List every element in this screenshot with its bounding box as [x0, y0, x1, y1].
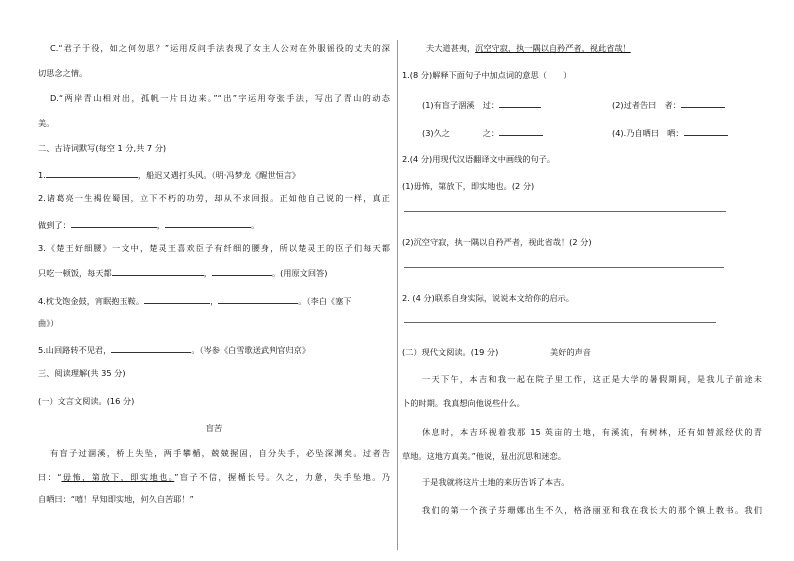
section-3-heading: 三、阅读理解(共 35 分)	[38, 368, 126, 378]
column-divider	[397, 40, 398, 550]
q2-comma: ，	[156, 220, 165, 230]
question-2-line1: 2.诸葛亮一生褐佐蜀国，立下不朽的功劳，却从不求回报。正如他自己说的一样，真正	[38, 193, 390, 203]
passage-underlined-sentence: 毋怖，第放下，即实地也。	[61, 472, 175, 482]
subsection-1-heading: (一）文言文阅读。(16 分)	[38, 396, 135, 406]
word-1-label: (1)有盲子涸溪 过：	[422, 100, 500, 110]
word-4-label: (4).乃自哂曰 哂：	[612, 128, 684, 138]
option-d-line2: 美。	[38, 118, 55, 128]
q3-blank-1[interactable]	[112, 266, 204, 276]
question-r1: 1.(8 分)解释下面句子中加点词的意思（ ）	[402, 70, 572, 80]
story-title: 美好的声音	[550, 347, 591, 357]
subsection-2-heading: (二）现代文阅读。(19 分)	[402, 347, 499, 357]
story-p3: 于是我就将这片土地的来历告诉了本吉。	[422, 477, 570, 487]
word-item-3	[422, 126, 543, 139]
q4-source: 。（李白《塞下	[298, 296, 352, 306]
q1-number: 1.	[38, 170, 46, 180]
q5-blank[interactable]	[111, 343, 191, 353]
option-d-line1: D.“两岸青山相对出，孤帆一片日边来。”“出”字运用夸张手法，写出了青山的动态	[50, 93, 390, 103]
q5-prompt: 5.山回路转不见君，	[38, 345, 112, 355]
question-r2-part2: (2)沉空守寂，执一隅以自矜严者，视此省哉！(2 分)	[402, 237, 592, 247]
story-p4-line1: 我们的第一个孩子芬珊娜出生不久，格洛丽亚和我在我长大的那个镇上教书。我们	[422, 505, 762, 515]
question-1	[38, 168, 300, 181]
question-5	[38, 343, 310, 356]
option-c-line2: 切思念之情。	[38, 68, 88, 78]
q2-blank-2[interactable]	[165, 218, 251, 228]
word-1-blank[interactable]	[499, 98, 541, 108]
q3-prompt: 只吃一顿饭，每天都	[38, 268, 112, 278]
question-r3: 2. (4 分)联系自身实际，说说本文给你的启示。	[402, 293, 574, 303]
answer-line-r2-part1[interactable]	[404, 211, 726, 212]
q4-prompt: 4.枕戈饱金鼓，宵眠抱玉鞍。	[38, 296, 145, 306]
q4-blank-1[interactable]	[144, 294, 210, 304]
question-4-line2: 曲》）	[38, 318, 59, 328]
word-2-label: (2)过者告曰 者：	[612, 100, 681, 110]
question-r2-part1: (1)毋怖，第放下，即实地也。(2 分)	[402, 181, 535, 191]
q4-comma: ，	[210, 296, 219, 306]
conclusion-plain: 夫大道甚夷，	[426, 43, 476, 53]
passage-quote-open: 曰：“	[38, 472, 62, 482]
question-r2: 2.(4 分)用现代汉语翻译文中画线的句子。	[402, 154, 556, 164]
option-c-line1: C.“君子于役，如之何勿思？”运用反问手法表现了女主人公对在外服徭役的丈夫的深	[50, 43, 390, 53]
passage-line3: 自哂曰：“嘻！早知即实地，何久自苦耶！”	[38, 494, 194, 504]
word-item-4	[612, 126, 728, 139]
passage-line2	[38, 472, 390, 483]
q5-source: 。（岑参《白雪歌送武判官归京》	[191, 345, 311, 355]
passage-conclusion	[426, 43, 631, 54]
word-item-1	[422, 98, 541, 111]
question-3-line2	[38, 266, 327, 279]
passage-line1: 有盲子过涸溪，桥上失坠，两手攀楯，兢兢握固，自分失手，必坠深渊矣。过者告	[50, 448, 390, 458]
question-2-line2	[38, 218, 259, 231]
story-p2-line2: 草地。这地方真美。”他说，显出沉思和迷恋。	[402, 451, 566, 461]
word-2-blank[interactable]	[681, 98, 725, 108]
answer-line-r2-part2[interactable]	[404, 267, 724, 268]
word-3-label: (3)久之 之：	[422, 128, 500, 138]
q2-prompt: 做到了：	[38, 220, 71, 230]
q1-text: ，船迟又遇打头风。（明·冯梦龙《醒世恒言》	[137, 170, 301, 180]
word-item-2	[612, 98, 725, 111]
q2-blank-1[interactable]	[71, 218, 157, 228]
story-p2-line1: 休息时，本吉环视着我那 15 英亩的土地，有溪流，有树林，还有如替派经伏的青	[422, 427, 762, 437]
q3-comma: ，	[203, 268, 212, 278]
q2-period: 。	[250, 220, 260, 230]
story-p1-line2: 卜的时期。我真想向他说些什么。	[402, 398, 525, 408]
word-3-blank[interactable]	[499, 126, 543, 136]
q4-blank-2[interactable]	[218, 294, 298, 304]
conclusion-underlined: 沉空守寂，执一隅以自矜严者，视此省哉！	[475, 43, 631, 53]
q3-blank-2[interactable]	[212, 266, 272, 276]
section-2-heading: 二、古诗词默写(每空 1 分,共 7 分)	[38, 143, 167, 153]
q1-blank[interactable]	[46, 168, 138, 178]
word-4-blank[interactable]	[684, 126, 728, 136]
passage-line2-rest: ”盲子不信，握楯长号。久之，力惫，失手坠地。乃	[174, 472, 390, 482]
q3-suffix: 。(用原文回答)	[271, 268, 328, 278]
question-3-line1: 3.《楚王好细腰》一文中，楚灵王喜欢臣子有纤细的腰身，所以楚灵王的臣子们每天都	[38, 243, 390, 253]
story-p1-line1: 一天下午，本吉和我一起在院子里工作，这正是大学的暑假期间，是我儿子前途未	[422, 374, 762, 384]
passage-title: 盲苦	[205, 423, 223, 433]
question-4-line1	[38, 294, 351, 307]
answer-line-r3[interactable]	[404, 322, 716, 323]
